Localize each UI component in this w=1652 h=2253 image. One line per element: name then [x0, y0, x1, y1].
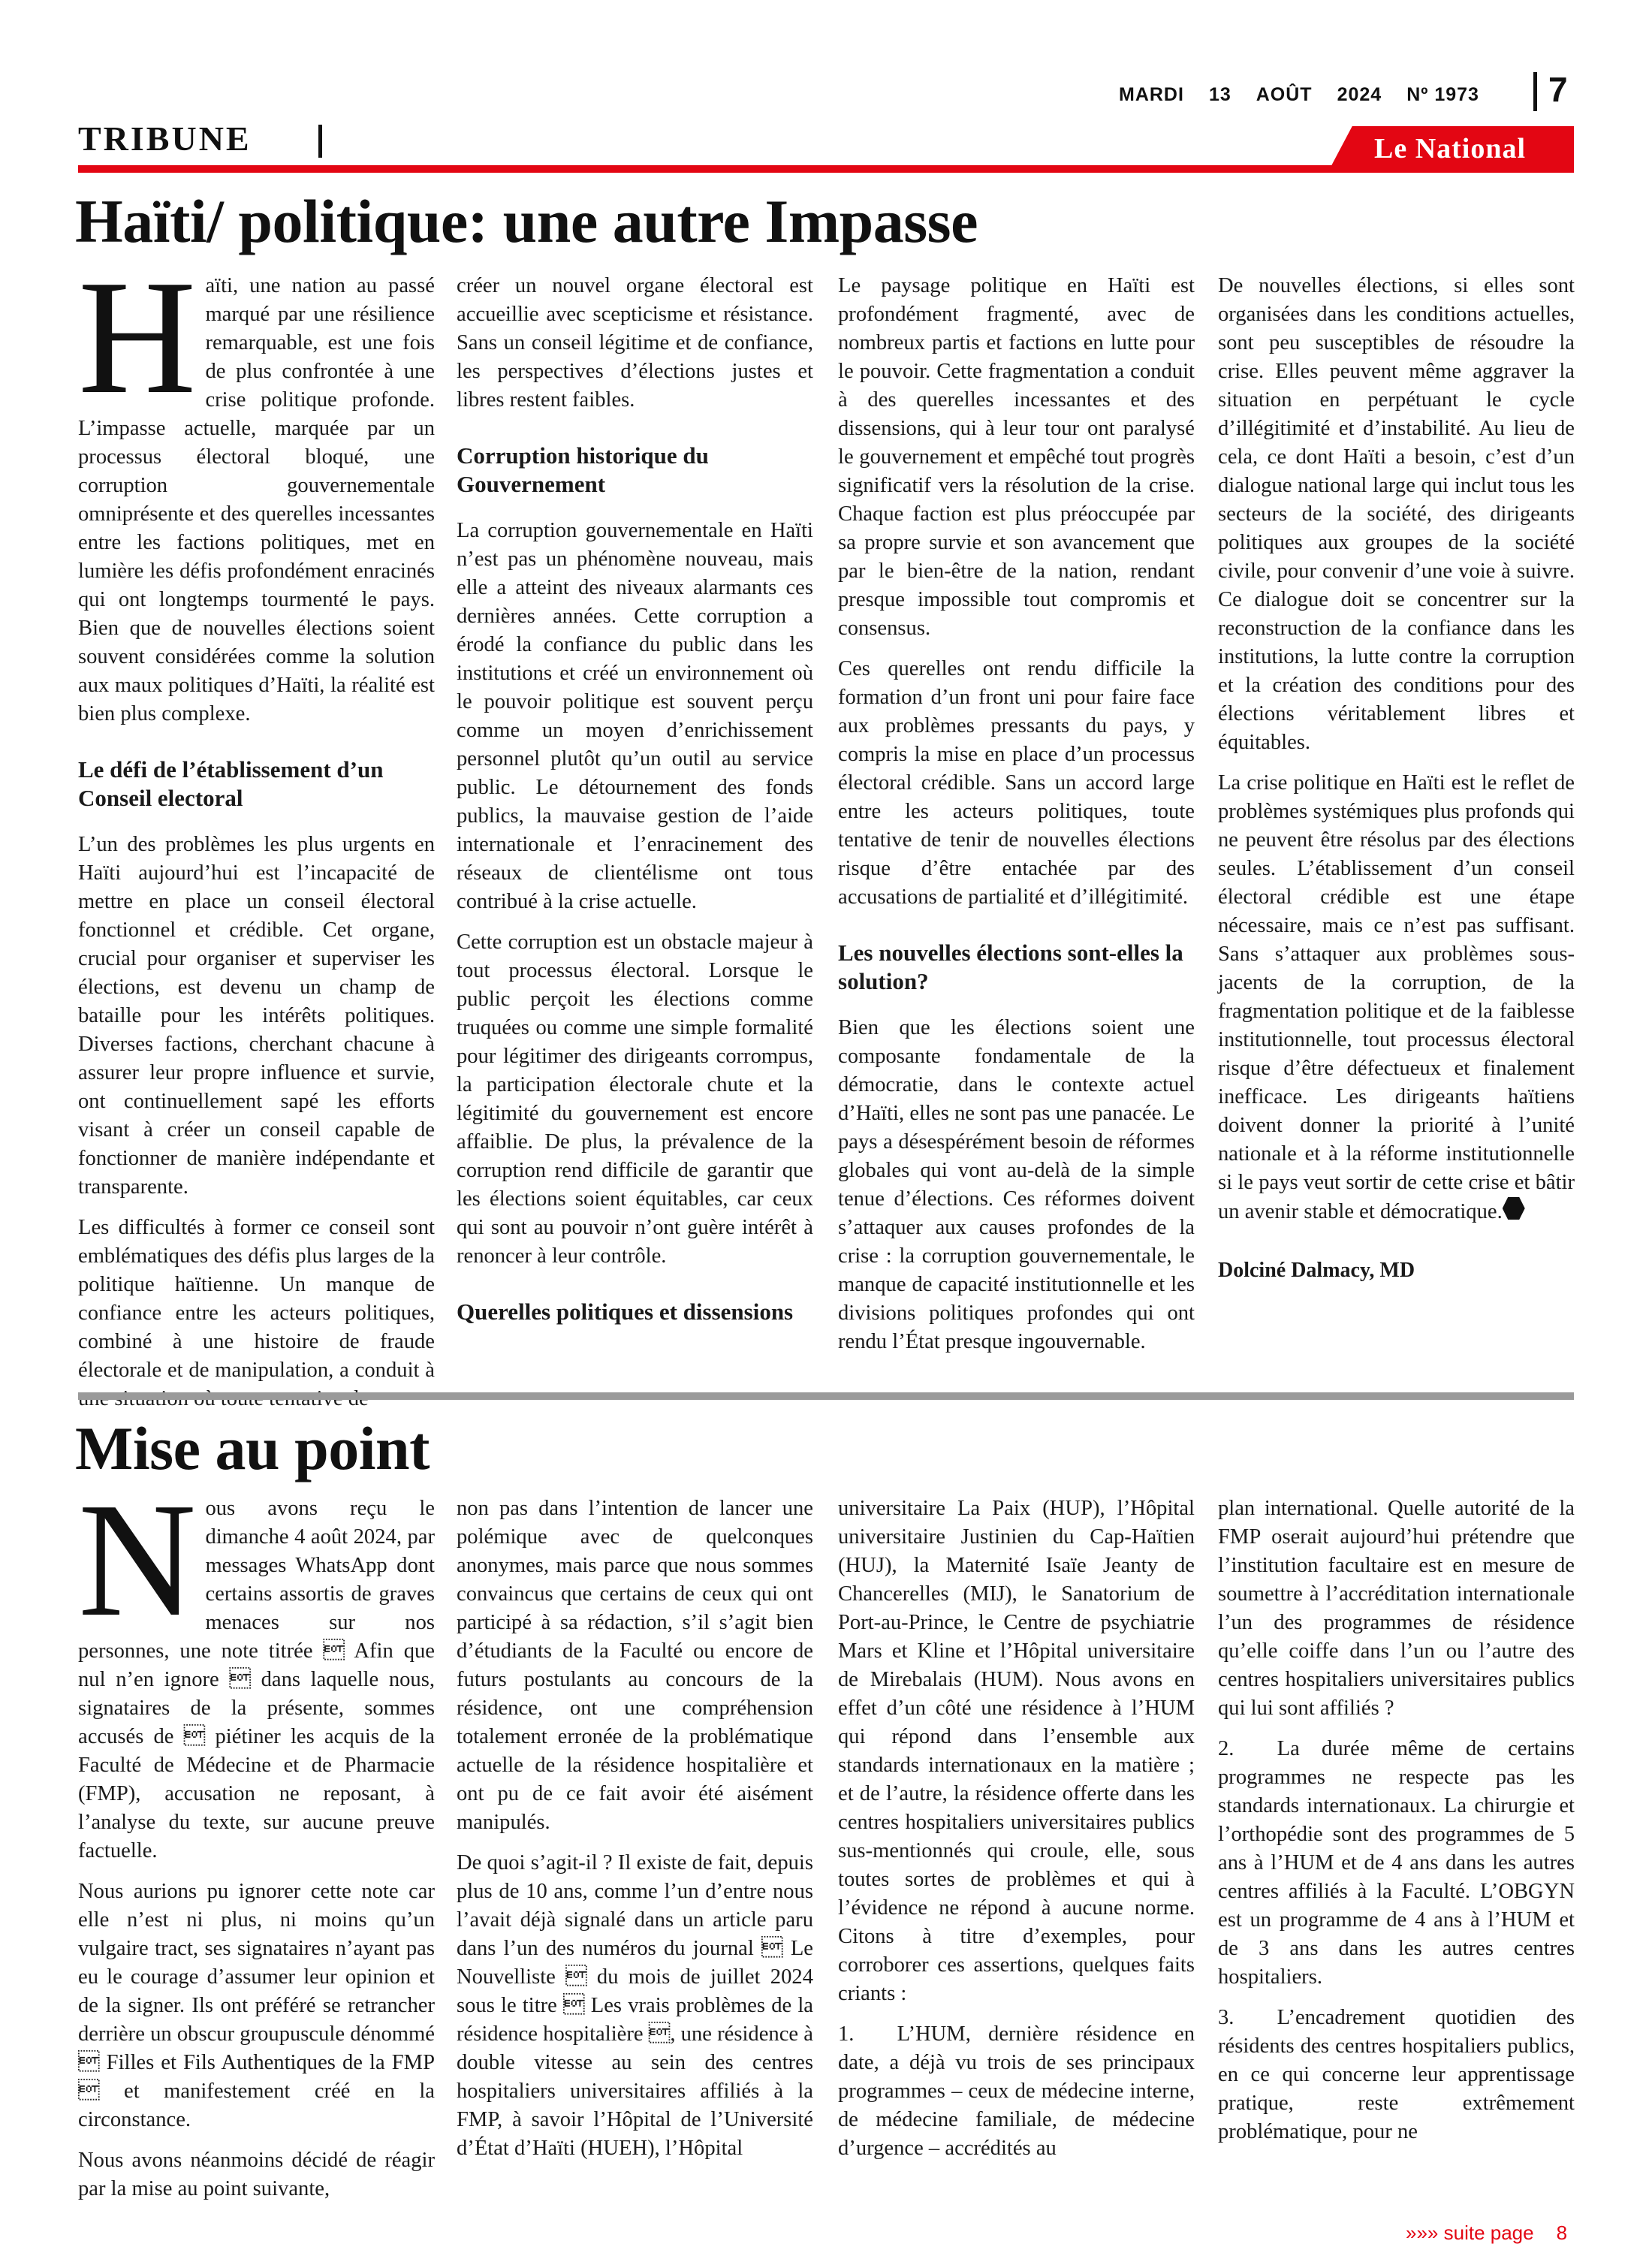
issue-meta [1119, 84, 1479, 106]
end-mark-icon [1503, 1197, 1525, 1220]
paragraph: universitaire La Paix (HUP), l’Hôpital universitaire Justinien du Cap-Haïtien (HUJ), la Maternité Isaïe Jeanty de Chancerelles (MIJ), le Sanatorium de Port-au-Prince, le Centre de psychiatrie Mars et Kline et l’Hôpital universitaire de Mirebalais (HUM). Nous avons en effet d’un côté une résidence à l’HUM qui répond dans l’ensemble aux standards internationaux en la matière ; et de l’autre, la résidence offerte dans les centres hospitaliers universitaires publics sus-mentionnés qui croule, elle, sous toutes sortes de problèmes et qui à l’évidence ne répond à aucune norme. Citons à titre d’exemples, pour corroborer ces assertions, quelques faits criants : [838, 1497, 1195, 2005]
issue-month: AOÛT [1256, 84, 1313, 105]
article-column-3 [838, 1494, 1195, 2208]
article-column-4 [1218, 1494, 1575, 2208]
paragraph: aïti, une nation au passé marqué par une résilience remarquable, est une fois de plus confrontée à une crise politique profonde. L’impasse actuelle, marquée par un processus électoral bloqué, une corruption gouvernementale omniprésente et des querelles incessantes entre les factions politiques, met en lumière les défis profondément enracinés qui ont longtemps tourmenté le pays. Bien que de nouvelles élections soient souvent considérées comme la solution aux maux politiques d’Haïti, la réalité est bien plus complexe. [78, 274, 435, 725]
paragraph: Bien que les élections soient une composante fondamentale de la démocratie, dans le contexte actuel d’Haïti, elles ne sont pas une panacée. Le pays a désespérément besoin de réformes globales qui vont au-delà de la simple tenue d’élections. Ces réformes doivent s’attaquer aux causes profondes de la crise : la corruption gouvernementale, le manque de capacité institutionnelle et les divisions politiques profondes qui ont rendu l’État presque ingouvernable. [838, 1016, 1195, 1353]
subheading: Querelles politiques et dissensions [457, 1298, 794, 1325]
rubric-divider [318, 125, 322, 158]
paragraph: Le paysage politique en Haïti est profondément fragmenté, avec de nombreux partis et factions en lutte pour le pouvoir. Cette fragmentation a conduit à des querelles incessantes et des dissensions, qui à leur tour ont paralysé le gouvernement et empêché tout progrès significatif vers la résolution de la crise. Chaque faction est plus préoccupée par sa propre survie et son avancement que par le bien-être de la nation, rendant presque impossible tout compromis et consensus. [838, 274, 1195, 640]
paragraph: Nous avons néanmoins décidé de réagir par la mise au point suivante, [78, 2149, 435, 2200]
article-headline: Mise au point [75, 1414, 430, 1482]
paragraph: Cette corruption est un obstacle majeur à tout processus électoral. Lorsque le public perçoit les élections comme truquées ou comme une simple formalité pour légitimer des dirigeants corrompus, la participation électorale chute et la légitimité du gouvernement est encore affaiblie. De plus, la prévalence de la corruption rend difficile de garantir que les élections soient équitables, car ceux qui sont au pouvoir n’ont guère intérêt à renoncer à leur contrôle. [457, 930, 813, 1268]
subheading: Corruption historique du Gouvernement [457, 442, 709, 497]
author-signature: Dolciné Dalmacy, MD [1218, 1259, 1415, 1282]
paragraph: La corruption gouvernementale en Haïti n’est pas un phénomène nouveau, mais elle a atteint des niveaux alarmants ces dernières années. Cette corruption a érodé la confiance du public dans les institutions et créé un environnement où le pouvoir politique est souvent perçu comme un moyen d’enrichissement personnel plutôt qu’un outil au service public. Le détournement des fonds publics, la mauvaise gestion de l’aide internationale et l’enracinement des réseaux de clientélisme ont tous contribué à la crise actuelle. [457, 519, 813, 913]
drop-cap: N [78, 1470, 197, 1651]
article-column-2 [457, 272, 813, 1368]
issue-day: MARDI [1119, 84, 1184, 105]
paragraph: non pas dans l’intention de lancer une polémique avec de quelconques anonymes, mais parce que nous sommes convaincus que certains de ceux qui ont participé à sa rédaction, s’il s’agit bien d’étudiants de la Faculté ou encore de futurs postulants au concours de la résidence, ont une compréhension totalement erronée de la problématique actuelle de la résidence hospitalière et ont pu de ce fait avoir été aisément manipulés. [457, 1497, 813, 1834]
paragraph: créer un nouvel organe électoral est accueillie avec scepticisme et résistance. Sans un conseil légitime et de confiance, les perspectives d’élections justes et libres restent faibles. [457, 274, 813, 412]
subheading: Le défi de l’établissement d’un Conseil electoral [78, 756, 384, 811]
issue-date-day: 13 [1208, 84, 1231, 105]
article-column-2 [457, 1494, 813, 2208]
article-column-3 [838, 272, 1195, 1368]
continued-label: »»» suite page [1406, 2221, 1534, 2244]
paragraph: De quoi s’agit-il ? Il existe de fait, depuis plus de 10 ans, comme l’un d’entre nous l’avait déjà signalé dans un article paru dans l’un des numéros du journal  Le Nouvelliste  du mois de juillet 2024 sous le titre  Les vrais problèmes de la résidence hospitalière , une résidence à double vitesse au sein des centres hospitaliers universitaires affiliés à la FMP, à savoir l’Hôpital de l’Université d’État d’Haïti (HUEH), l’Hôpital [457, 1851, 813, 2160]
paragraph: La crise politique en Haïti est le reflet de problèmes systémiques plus profonds qui ne peuvent être résolus par des élections seules. L’établissement d’un conseil électoral crédible est une étape nécessaire, mais ce n’est pas suffisant. Sans s’attaquer aux problèmes sous-jacents de la corruption, de la fragmentation politique et de la faiblesse institutionnelle, tout processus électoral risque d’être défectueux et finalement inefficace. Les dirigeants haïtiens doivent donner la priorité à l’unité nationale et à la réforme institutionnelle si le pays veut sortir de cette crise et bâtir un avenir stable et démocratique. [1218, 771, 1575, 1223]
paragraph: De nouvelles élections, si elles sont organisées dans les conditions actuelles, sont peu susceptibles de résoudre la crise. Elles peuvent même aggraver la situation en perpétuant le cycle d’illégitimité et d’instabilité. Au lieu de cela, ce dont Haïti a besoin, c’est d’un dialogue national large qui inclut tous les secteurs de la société, des dirigeants politiques aux groupes de la société civile, pour convenir d’une voie à suivre. Ce dialogue doit se concentrer sur la reconstruction de la confiance dans les institutions, la lutte contre la corruption et la création des conditions pour des élections véritablement libres et équitables. [1218, 274, 1575, 754]
brand-name: Le National [1374, 133, 1527, 164]
paragraph: plan international. Quelle autorité de la FMP oserait aujourd’hui prétendre que l’institution facultaire est en mesure de soumettre à l’accréditation internationale l’un des programmes de résidence qu’elle coiffe dans l’un ou l’autre des centres hospitaliers universitaires publics qui lui sont affiliés ? [1218, 1497, 1575, 1720]
article-column-1 [78, 1470, 435, 2208]
continued-page-number: 8 [1556, 2221, 1568, 2244]
article-column-1 [78, 247, 435, 1382]
drop-cap: H [78, 247, 197, 428]
continued-on-page [1406, 2221, 1567, 2245]
section-rubric: TRIBUNE [78, 119, 252, 158]
paragraph: Ces querelles ont rendu difficile la formation d’un front uni pour faire face aux problèmes pressants du pays, y compris la mise en place d’un processus électoral crédible. Sans un accord large entre les acteurs politiques, toute tentative de tenir de nouvelles élections risque d’être entachée par des accusations de partialité et d’illégitimité. [838, 657, 1195, 909]
paragraph: ous avons reçu le dimanche 4 août 2024, par messages WhatsApp dont certains assortis de graves menaces sur nos personnes, une note titrée  Afin que nul n’en ignore  dans laquelle nous, signataires de la présente, sommes accusés de  piétiner les acquis de la Faculté de Médecine et de Pharmacie (FMP), accusation ne reposant, à l’analyse du texte, sur aucune preuve factuelle. [78, 1497, 435, 1862]
paragraph: 1. L’HUM, dernière résidence en date, a déjà vu trois de ses principaux programmes – ceux de médecine interne, de médecine familiale, de médecine d’urgence – accrédités au [838, 2022, 1195, 2160]
paragraph: 2. La durée même de certains programmes ne respecte pas les standards internationaux. La chirurgie et l’orthopédie sont des programmes de 5 ans à l’HUM et de 4 ans dans les autres centres affiliés à la Faculté. L’OBGYN est un programme de 4 ans à l’HUM et de 3 ans dans les autres centres hospitaliers. [1218, 1737, 1575, 1989]
issue-number: Nº 1973 [1406, 84, 1479, 105]
subheading: Les nouvelles élections sont-elles la solution? [838, 940, 1183, 994]
paragraph: Nous aurions pu ignorer cette note car elle n’est ni plus, ni moins qu’un vulgaire tract, ses signataires n’ayant pas eu le courage d’assumer leur opinion et de la signer. Ils ont préféré se retrancher derrière un obscur groupuscule dénommé  Filles et Fils Authentiques de la FMP  et manifestement créé en la circonstance. [78, 1880, 435, 2131]
paragraph: Les difficultés à former ce conseil sont emblématiques des défis plus larges de la politique haïtienne. Un manque de confiance entre les acteurs politiques, combiné à une histoire de fraude électorale et de manipulation, a conduit à [78, 1216, 435, 1382]
page-number: 7 [1548, 70, 1568, 109]
section-divider [78, 1392, 1574, 1400]
header-divider [1533, 72, 1537, 111]
article-column-4 [1218, 272, 1575, 1368]
paragraph: 3. L’encadrement quotidien des résidents des centres hospitaliers publics, en ce qui concerne leur apprentissage pratique, reste extrêmement problématique, pour ne [1218, 2006, 1575, 2143]
paragraph: L’un des problèmes les plus urgents en Haïti aujourd’hui est l’incapacité de mettre en place un conseil électoral fonctionnel et crédible. Cet organe, crucial pour organiser et superviser les élections, est devenu un champ de bataille pour les intérêts politiques. Diverses factions, cherchant chacune à assurer leur propre influence et survie, ont continuellement sapé les efforts visant à créer un conseil capable de fonctionner de manière indépendante et transparente. [78, 833, 435, 1199]
issue-year: 2024 [1337, 84, 1382, 105]
article-headline: Haïti/ politique: une autre Impasse [75, 187, 978, 255]
